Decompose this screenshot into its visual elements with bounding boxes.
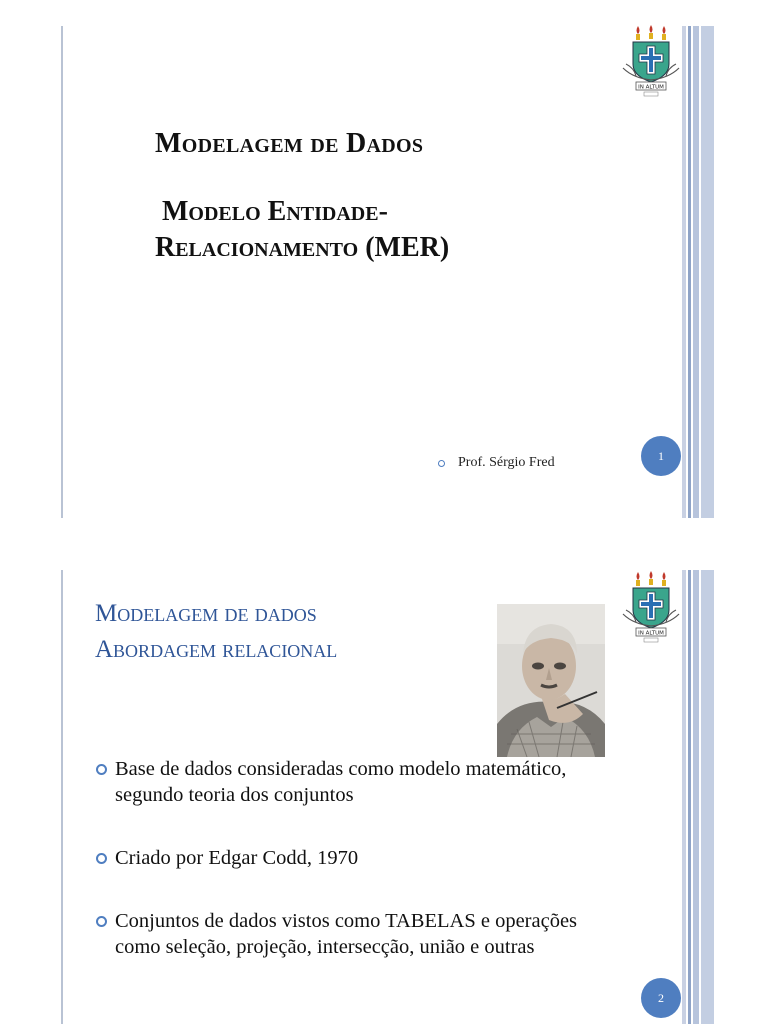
page-number-badge: 2: [641, 978, 681, 1018]
university-crest-icon: [620, 24, 682, 100]
list-item: Conjuntos de dados vistos como TABELAS e operações como seleção, projeção, intersecção, união e outras: [95, 908, 675, 960]
page-number-badge: 1: [641, 436, 681, 476]
left-border-line: [61, 570, 63, 1024]
right-decorative-bars: [682, 570, 714, 1024]
slide-heading-line-1: Modelagem de dados: [95, 600, 317, 627]
list-item: Criado por Edgar Codd, 1970: [95, 845, 675, 871]
slide-gap: [0, 520, 768, 544]
left-border-line: [61, 26, 63, 518]
presentation-subtitle: Modelo Entidade- Relacionamento (MER): [155, 196, 450, 263]
list-item: Base de dados consideradas como modelo matemático, segundo teoria dos conjuntos: [95, 756, 675, 808]
slide-2: [0, 544, 768, 1024]
portrait-photo: [497, 604, 605, 757]
presentation-title: Modelagem de Dados: [155, 128, 424, 159]
svg-text:IN ALTUM: IN ALTUM: [638, 630, 664, 637]
right-decorative-bars: [682, 26, 714, 518]
bullet-ring-icon: [96, 916, 107, 927]
svg-text:IN ALTUM: IN ALTUM: [638, 84, 664, 91]
bullet-ring-icon: [438, 460, 445, 467]
bullet-ring-icon: [96, 853, 107, 864]
bullet-list: [95, 756, 675, 960]
author-line: [438, 455, 555, 471]
author-name: Prof. Sérgio Fred: [458, 455, 555, 470]
university-crest-icon: [620, 570, 682, 646]
bullet-ring-icon: [96, 764, 107, 775]
slide-heading-line-2: Abordagem relacional: [95, 636, 338, 663]
